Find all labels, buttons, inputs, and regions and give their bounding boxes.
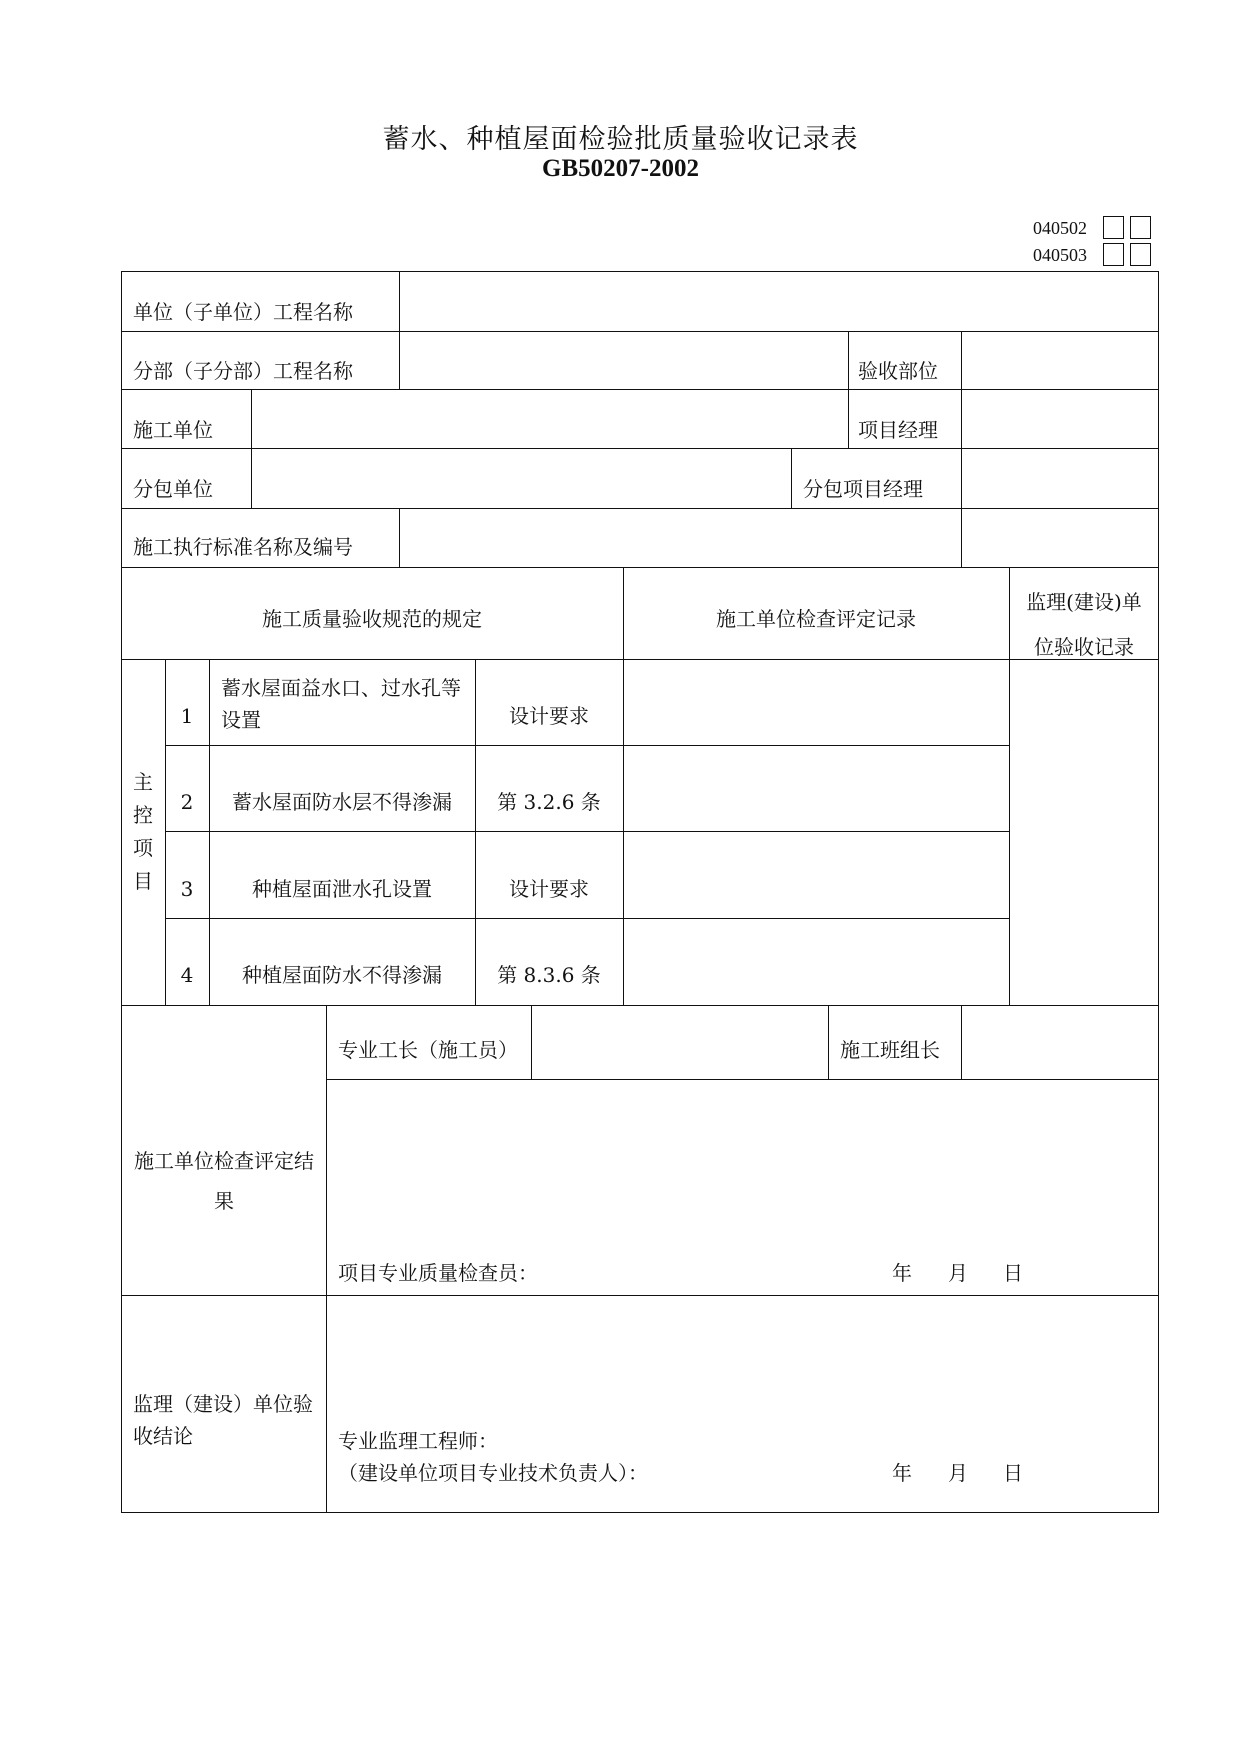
- code-checkbox[interactable]: [1103, 216, 1124, 239]
- item-no: 2: [180, 790, 194, 814]
- form-code-2: 040503: [1033, 245, 1087, 265]
- item-no: 1: [180, 704, 194, 728]
- eval-date-year: 年: [892, 1261, 912, 1285]
- sup-date-day: 日: [1003, 1461, 1023, 1485]
- item-check-record[interactable]: [626, 748, 1007, 829]
- subcontract-unit-field[interactable]: [254, 451, 789, 506]
- acceptance-part-label: 验收部位: [858, 359, 938, 383]
- subcontract-manager-field[interactable]: [964, 451, 1156, 506]
- team-leader-field[interactable]: [964, 1008, 1156, 1077]
- evaluation-label: 施工单位检查评定结果: [134, 1149, 314, 1213]
- eval-date-day: 日: [1003, 1261, 1023, 1285]
- eval-date-month: 月: [948, 1261, 968, 1285]
- owner-rep-label: （建设单位项目专业技术负责人）：: [338, 1461, 648, 1485]
- item-requirement: 设计要求: [509, 704, 589, 728]
- col-spec-heading: 施工质量验收规范的规定: [262, 607, 482, 631]
- code-checkbox[interactable]: [1130, 216, 1151, 239]
- col-supervision-heading: 监理(建设)单位验收记录: [1026, 590, 1142, 659]
- standard-name-field[interactable]: [402, 511, 1156, 565]
- item-name: 种植屋面泄水孔设置: [252, 877, 432, 901]
- sub-project-name-label: 分部（子分部）工程名称: [133, 359, 353, 383]
- sup-date-month: 月: [948, 1461, 968, 1485]
- standard-code: GB50207-2002: [542, 155, 699, 182]
- evaluation-result-field[interactable]: [329, 1082, 1156, 1262]
- form-code-1: 040502: [1033, 218, 1087, 238]
- acceptance-part-field[interactable]: [964, 334, 1156, 387]
- supervision-label: 监理（建设）单位验收结论: [133, 1392, 313, 1448]
- subcontract-manager-label: 分包项目经理: [803, 477, 923, 501]
- subcontract-unit-label: 分包单位: [133, 477, 213, 501]
- code-checkbox[interactable]: [1103, 243, 1124, 266]
- team-leader-label: 施工班组长: [840, 1038, 940, 1062]
- item-check-record[interactable]: [626, 662, 1007, 743]
- item-check-record[interactable]: [626, 834, 1007, 916]
- supervision-record-field[interactable]: [1012, 662, 1156, 1003]
- project-manager-field[interactable]: [964, 392, 1156, 446]
- sup-date-year: 年: [892, 1461, 912, 1485]
- unit-project-name-field[interactable]: [402, 274, 1156, 329]
- unit-project-name-label: 单位（子单位）工程名称: [133, 300, 353, 324]
- sub-project-name-field[interactable]: [402, 334, 846, 387]
- item-no: 3: [180, 877, 194, 901]
- construction-unit-field[interactable]: [254, 392, 846, 446]
- item-requirement: 设计要求: [509, 877, 589, 901]
- item-requirement: 第 8.3.6 条: [497, 963, 601, 987]
- code-checkbox[interactable]: [1130, 243, 1151, 266]
- item-requirement: 第 3.2.6 条: [497, 790, 601, 814]
- col-check-heading: 施工单位检查评定记录: [716, 607, 916, 631]
- inspector-label: 项目专业质量检查员：: [338, 1261, 538, 1285]
- item-name: 种植屋面防水不得渗漏: [242, 963, 442, 987]
- main-control-label: 主控项目: [133, 770, 153, 893]
- supervising-engineer-label: 专业监理工程师：: [338, 1429, 498, 1453]
- item-no: 4: [180, 963, 194, 987]
- supervision-conclusion-field[interactable]: [329, 1298, 1156, 1428]
- foreman-label: 专业工长（施工员）: [338, 1038, 518, 1062]
- project-manager-label: 项目经理: [858, 418, 938, 442]
- foreman-field[interactable]: [534, 1008, 826, 1077]
- item-check-record[interactable]: [626, 921, 1007, 1003]
- standard-name-label: 施工执行标准名称及编号: [133, 535, 353, 559]
- item-name: 蓄水屋面益水口、过水孔等设置: [221, 676, 461, 732]
- item-name: 蓄水屋面防水层不得渗漏: [232, 790, 452, 814]
- page-title: 蓄水、种植屋面检验批质量验收记录表: [382, 124, 859, 155]
- construction-unit-label: 施工单位: [133, 418, 213, 442]
